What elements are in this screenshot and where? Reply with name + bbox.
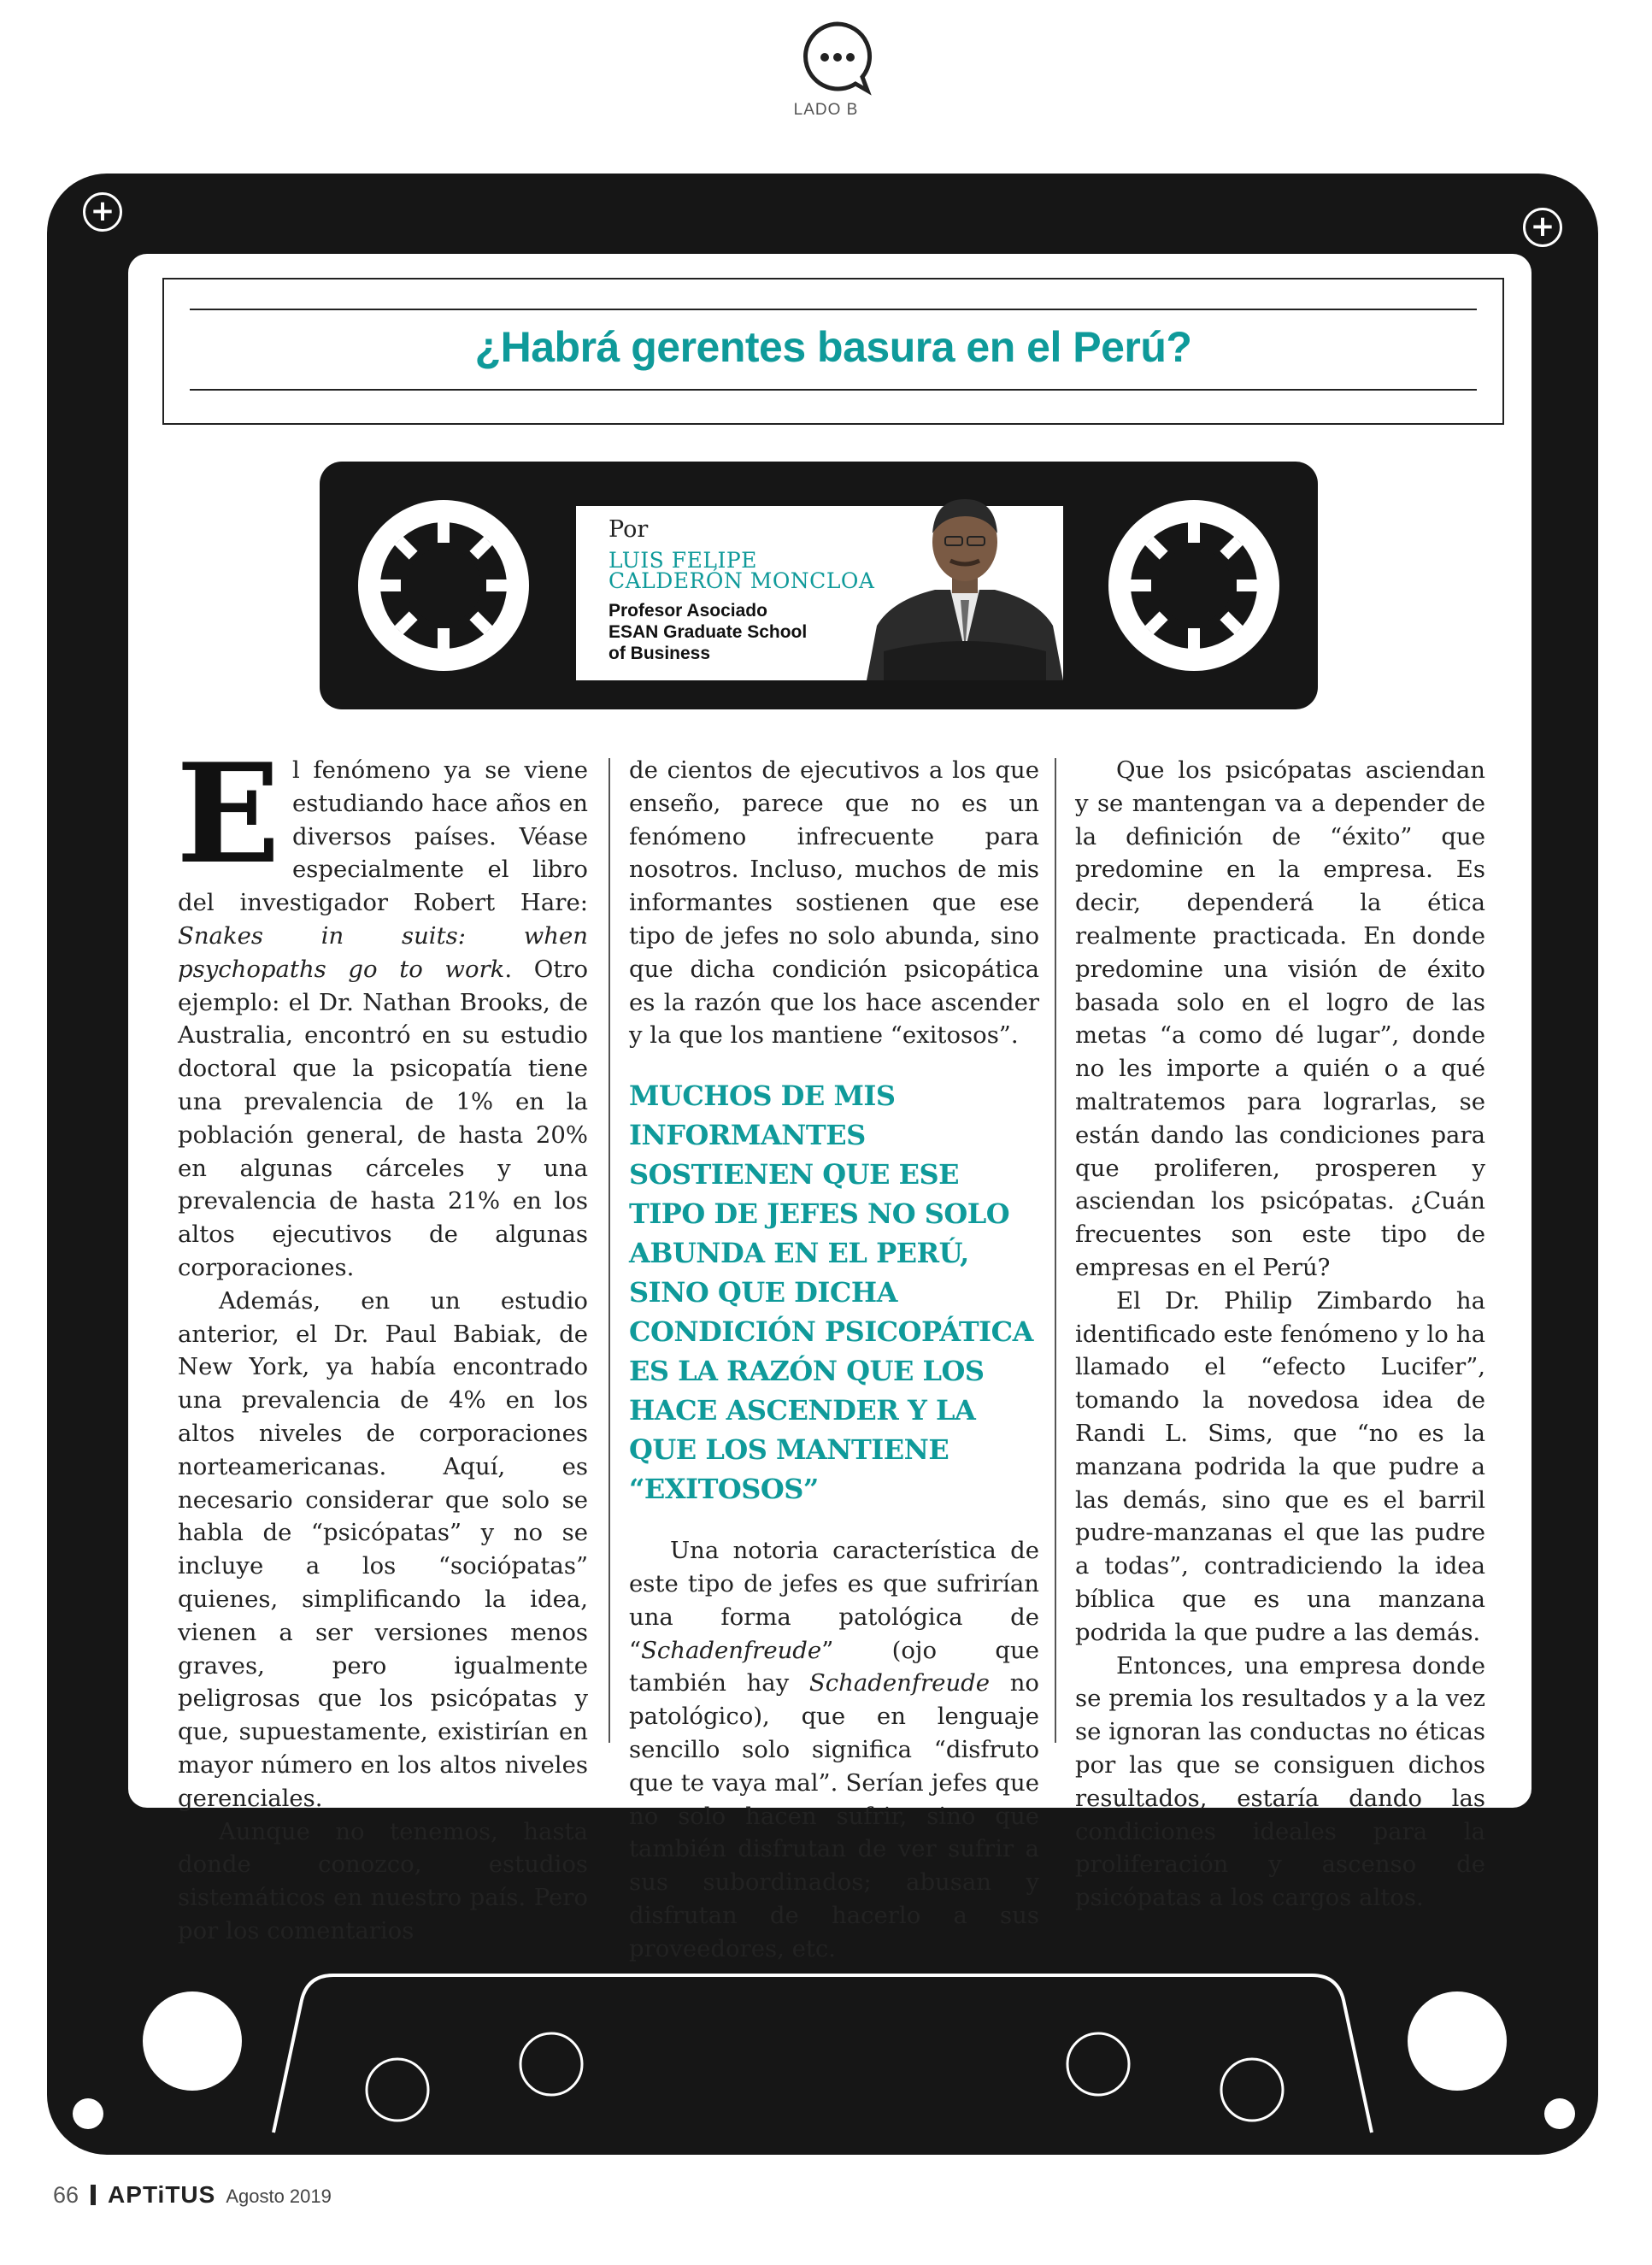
tape-reel-icon [1106, 497, 1282, 674]
paragraph: Además, en un estudio anterior, el Dr. Paul Babiak, de New York, ya había encontrado una prevalencia de 4% en los altos niveles de corporaciones norteamericanas. Aquí, es necesario considerar que solo se habla de “psicópatas” y no se incluye a los “sociópatas” quienes, simplificando la idea, vienen a ser versiones menos graves, pero igualmente peligrosas que los psicópatas y que, supuestamente, existirían en mayor número en los altos niveles gerenciales. [178, 1286, 588, 1812]
drop-cap: E [176, 733, 280, 894]
footer-separator [91, 2185, 96, 2205]
plus-screw-icon: + [1523, 208, 1562, 247]
author-name-line: CALDERÓN MONCLOA [608, 568, 875, 593]
column-divider [1055, 758, 1056, 1743]
paragraph-text: l fenómeno ya se viene estudiando hace años en diversos países. Véase especialmente el libro del investigador Robert Hare: [178, 756, 588, 917]
author-prefix: Por [608, 516, 649, 543]
term: Schadenfreude [808, 1669, 991, 1697]
section-label: LADO B [793, 101, 859, 119]
tape-reel-icon [356, 497, 532, 674]
pull-quote: MUCHOS DE MIS INFORMANTES SOSTIENEN QUE ESE TIPO DE JEFES NO SOLO ABUNDA EN EL PERÚ, SINO QUE DICHA CONDICIÓN PSICOPÁTICA ES LA RAZÓN QUE LOS HACE ASCENDER Y LA QUE LOS MANTIENE “EXITOSOS” [629, 1080, 1033, 1506]
paragraph-text: no patológico), que en lenguaje sencillo solo significa “disfruto que te vaya mal”. Serían jefes que no solo hacen sufrir, sino que también disfrutan de ver sufrir a sus subordinados; abusan y disfrutan de hacerlo a sus proveedores, etc. [629, 1669, 1039, 1962]
author-role-line: of Business [608, 644, 711, 663]
title-box [162, 278, 1504, 425]
author-name-line: LUIS FELIPE [608, 548, 757, 573]
article-column-3 [1075, 754, 1485, 1915]
issue-date: Agosto 2019 [226, 2186, 332, 2207]
author-role-line: ESAN Graduate School [608, 622, 808, 642]
term: Schadenfreude [641, 1636, 822, 1664]
article-title: ¿Habrá gerentes basura en el Perú? [474, 323, 1192, 371]
paragraph-text: . Otro ejemplo: el Dr. Nathan Brooks, de Australia, encontró en su estudio doctoral que la psicopatía tiene una prevalencia de 1% en la población general, de hasta 20% en algunas cárceles y una prevalencia de hasta 21% en los altos ejecutivos de algunas corporaciones. [178, 955, 589, 1281]
article-column-1 [176, 733, 589, 1948]
title-rule [190, 309, 1477, 310]
title-rule [190, 389, 1477, 391]
paragraph: de cientos de ejecutivos a los que enseño, parece que no es un fenómeno infrecuente para nosotros. Incluso, muchos de mis informantes sostienen que ese tipo de jefes no solo abunda, sino que dicha condición psicopática es la razón que los hace ascender y la que los mantiene “exitosos”. [629, 756, 1039, 1050]
magazine-brand: APTiTUS [108, 2181, 216, 2208]
paragraph: El Dr. Philip Zimbardo ha identificado este fenómeno y lo ha llamado el “efecto Lucifer”, tomando la novedosa idea de Randi L. Sims, que “no es la manzana podrida la que pudre a las demás, sino que es el barril pudre-manzanas el que las pudre a todas”, contradiciendo la idea bíblica que es una manzana podrida la que pudre a las demás. [1075, 1286, 1485, 1646]
page-footer [53, 2181, 332, 2209]
paragraph [629, 1534, 1039, 1965]
article-column-2 [629, 754, 1039, 1966]
paragraph-text: Una notoria característica de este tipo de jefes es que sufrirían una forma patológica de “ [629, 1537, 1039, 1664]
author-band [320, 462, 1318, 709]
column-divider [608, 758, 610, 1743]
author-card [576, 506, 1063, 680]
article-panel [128, 254, 1531, 1962]
plus-screw-icon: + [83, 192, 122, 232]
author-role-line: Profesor Asociado [608, 601, 767, 621]
paragraph-text: ” (ojo que también hay [629, 1636, 1039, 1697]
author-role [608, 600, 865, 664]
paragraph [176, 733, 589, 1285]
page-number: 66 [53, 2182, 79, 2208]
author-name [608, 550, 882, 591]
book-title: Snakes in suits: when psychopaths go to work [178, 921, 588, 983]
paragraph: Entonces, una empresa donde se premia los resultados y a la vez se ignoran las conductas no éticas por las que se consiguen dichos resultados, estaría dando las condiciones ideales para la proliferación y ascenso de psicópatas a los cargos altos. [1075, 1651, 1485, 1912]
paragraph: Que los psicópatas asciendan y se mantengan va a depender de la definición de “éxito” que predomine en la empresa. Es decir, dependerá la ética realmente practicada. En donde predomine una visión de éxito basada solo en el logro de las metas “a como dé lugar”, donde no les importe a quién o a qué maltratemos para lograrlas, se están dando las condiciones para que proliferen, prosperen y asciendan los psicópatas. ¿Cuán frecuentes son este tipo de empresas en el Perú? [1075, 756, 1485, 1281]
speech-bubble-icon [799, 19, 876, 96]
author-photo [867, 480, 1063, 680]
paragraph: Aunque no tenemos, hasta donde conozco, estudios sistemáticos en nuestro país. Pero por los comentarios [178, 1817, 588, 1944]
